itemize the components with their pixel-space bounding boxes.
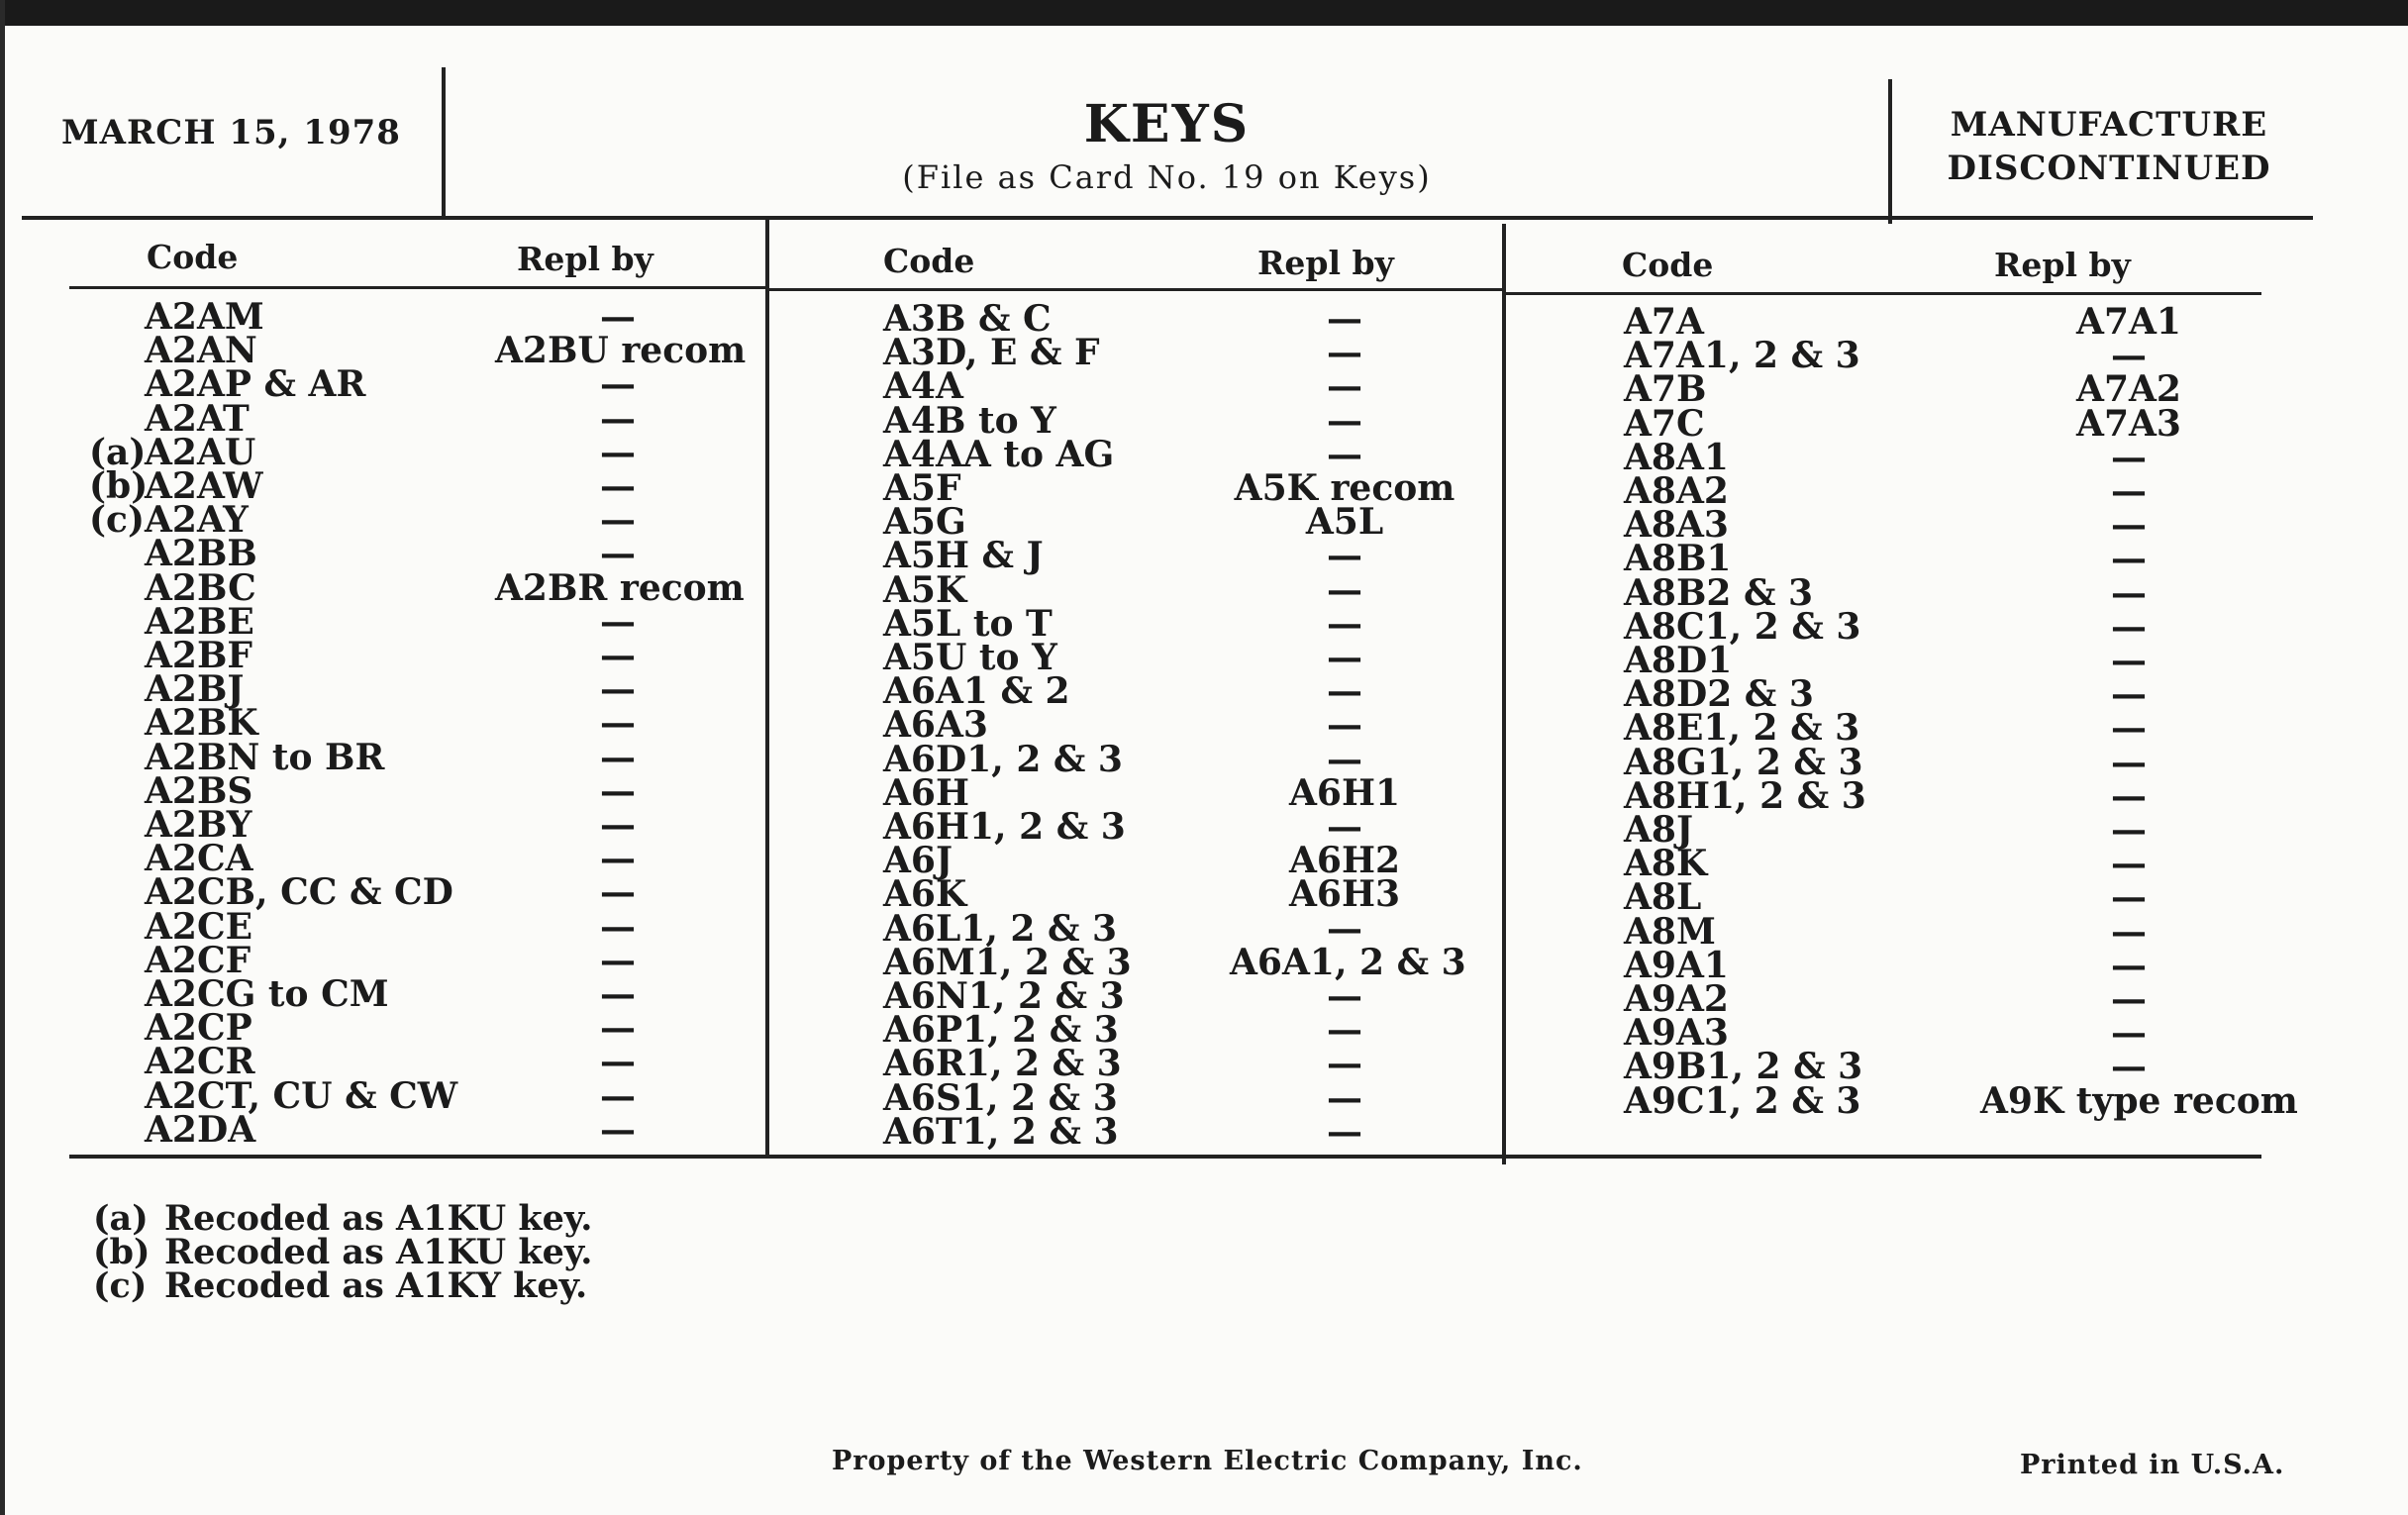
replacement-cell: — — [1327, 806, 1362, 849]
code-text: A8C1, 2 & 3 — [1624, 605, 1861, 648]
replacement-cell: A6H2 — [1288, 840, 1401, 882]
replacement-cell: — — [2111, 910, 2147, 953]
replacement-cell: A7A2 — [2076, 368, 2181, 411]
code-text: A8D1 — [1624, 640, 1733, 682]
col1-repl-header: Repl by — [517, 240, 653, 278]
code-cell — [89, 499, 457, 542]
replacement-cell: — — [1327, 907, 1362, 950]
code-cell — [1624, 402, 1866, 445]
code-text: A9A1 — [1624, 944, 1729, 986]
replacement-cell: — — [1327, 1110, 1362, 1153]
code-text: A8H1, 2 & 3 — [1624, 774, 1866, 817]
col3-repl-list — [1980, 301, 2298, 1122]
code-text: A2AY — [145, 499, 249, 542]
code-text: A8B1 — [1624, 538, 1732, 580]
code-text: A9B1, 2 & 3 — [1624, 1046, 1863, 1088]
replacement-cell: — — [1327, 637, 1362, 679]
footnote-list — [93, 1198, 593, 1306]
code-cell — [89, 431, 457, 473]
code-text: A2AN — [145, 330, 257, 372]
code-cell — [145, 973, 457, 1016]
code-text: A8B2 & 3 — [1624, 571, 1814, 614]
replacement-cell: — — [2111, 876, 2147, 919]
code-text: A5L to T — [883, 602, 1053, 645]
code-text: A8M — [1624, 910, 1716, 953]
code-cell — [883, 873, 1132, 916]
code-cell — [883, 1110, 1132, 1153]
footnote-mark: (c) — [93, 1265, 148, 1306]
code-cell — [145, 1041, 457, 1083]
col2-header-rule — [769, 288, 1502, 291]
replacement-cell: A7A3 — [2076, 402, 2181, 445]
code-cell — [883, 1076, 1132, 1119]
replacement-cell: — — [600, 702, 636, 745]
code-text: A8D2 & 3 — [1624, 673, 1814, 716]
code-cell — [1624, 809, 1866, 852]
replacement-cell: — — [600, 973, 636, 1016]
replacement-cell: — — [1327, 1009, 1362, 1052]
code-text: A8A3 — [1624, 504, 1729, 547]
code-cell — [883, 771, 1132, 814]
code-text: A6D1, 2 & 3 — [883, 738, 1123, 780]
code-cell — [1624, 571, 1866, 614]
code-cell — [1624, 741, 1866, 783]
code-text: A2BS — [145, 769, 253, 812]
replacement-cell: — — [600, 600, 636, 643]
code-cell — [145, 736, 457, 778]
code-cell — [145, 1007, 457, 1050]
code-cell — [145, 635, 457, 677]
replacement-cell: — — [2111, 538, 2147, 580]
replacement-cell: — — [600, 533, 636, 575]
code-cell — [883, 975, 1132, 1018]
code-cell — [883, 738, 1132, 780]
code-text: A2AW — [145, 465, 263, 508]
col2-repl-header: Repl by — [1257, 244, 1394, 282]
code-text: A2BF — [145, 635, 252, 677]
replacement-cell: — — [600, 939, 636, 981]
code-text: A8E1, 2 & 3 — [1624, 707, 1860, 750]
replacement-cell: — — [1327, 298, 1362, 340]
code-text: A6L1, 2 & 3 — [883, 907, 1118, 950]
code-text: A8J — [1624, 809, 1694, 852]
code-text: A2CF — [145, 939, 251, 981]
code-text: A6S1, 2 & 3 — [883, 1076, 1118, 1119]
replacement-cell: — — [2111, 707, 2147, 750]
header-divider-right — [1888, 79, 1892, 224]
code-text: A6H — [883, 771, 969, 814]
code-text: A6A3 — [883, 704, 988, 747]
code-cell — [145, 1108, 457, 1151]
replacement-cell: — — [2111, 809, 2147, 852]
scan-border-top — [0, 0, 2408, 26]
property-notice: Property of the Western Electric Company, Inc. — [832, 1446, 1583, 1476]
code-cell — [145, 939, 457, 981]
column-divider-2 — [1502, 224, 1506, 1164]
code-text: A2AP & AR — [145, 363, 366, 406]
replacement-cell: — — [600, 668, 636, 711]
code-text: A2BC — [145, 566, 256, 609]
code-cell — [883, 806, 1132, 849]
code-cell — [1624, 1079, 1866, 1122]
replacement-cell: A5L — [1305, 501, 1384, 544]
col1-header-rule — [69, 286, 765, 289]
replacement-cell: — — [600, 769, 636, 812]
code-cell — [89, 465, 457, 508]
replacement-cell: A7A1 — [2076, 301, 2181, 343]
footnote — [93, 1198, 593, 1239]
replacement-cell: — — [1327, 670, 1362, 713]
code-cell — [1624, 368, 1866, 411]
replacement-cell: A6H1 — [1288, 771, 1401, 814]
code-cell — [1624, 436, 1866, 478]
code-cell — [883, 501, 1132, 544]
code-cell — [883, 433, 1132, 475]
replacement-cell: — — [1327, 704, 1362, 747]
replacement-cell: — — [600, 431, 636, 473]
replacement-cell: A6H3 — [1288, 873, 1401, 916]
code-cell — [1624, 1012, 1866, 1055]
footnote-marker: (a) — [89, 431, 147, 473]
col3-code-list — [1624, 301, 1866, 1122]
code-text: A2CG to CM — [145, 973, 389, 1016]
printed-notice: Printed in U.S.A. — [2020, 1450, 2285, 1480]
replacement-cell: — — [1327, 1076, 1362, 1119]
code-text: A2BE — [145, 600, 254, 643]
replacement-cell: — — [600, 1074, 636, 1117]
code-cell — [145, 668, 457, 711]
footnote — [93, 1232, 593, 1272]
code-cell — [145, 804, 457, 847]
code-cell — [1624, 774, 1866, 817]
code-cell — [145, 566, 457, 609]
code-text: A6R1, 2 & 3 — [883, 1043, 1122, 1085]
replacement-cell: — — [2111, 843, 2147, 885]
code-text: A6H1, 2 & 3 — [883, 806, 1126, 849]
code-cell — [1624, 538, 1866, 580]
replacement-cell: — — [1327, 433, 1362, 475]
col3-header-rule — [1506, 292, 2261, 295]
replacement-cell: — — [2111, 335, 2147, 377]
replacement-cell: — — [600, 499, 636, 542]
replacement-cell: — — [600, 465, 636, 508]
col1-code-list — [89, 296, 458, 1151]
code-cell — [883, 568, 1132, 611]
code-text: A2CR — [145, 1041, 255, 1083]
code-text: A6P1, 2 & 3 — [883, 1009, 1119, 1052]
code-cell — [1624, 640, 1866, 682]
code-cell — [1624, 944, 1866, 986]
code-text: A7B — [1624, 368, 1707, 411]
code-cell — [145, 600, 457, 643]
replacement-cell: — — [1327, 602, 1362, 645]
code-text: A3D, E & F — [883, 332, 1100, 374]
replacement-cell: A2BR recom — [495, 566, 745, 609]
code-text: A6M1, 2 & 3 — [883, 941, 1132, 983]
code-cell — [1624, 605, 1866, 648]
footnote-marker: (c) — [89, 499, 145, 542]
replacement-cell: — — [600, 1007, 636, 1050]
code-cell — [1624, 978, 1866, 1021]
code-text: A2CA — [145, 838, 253, 880]
code-text: A2BN to BR — [145, 736, 385, 778]
card-title: KEYS — [1083, 94, 1251, 154]
code-text: A6A1 & 2 — [883, 670, 1070, 713]
replacement-cell: — — [600, 905, 636, 948]
code-text: A9A2 — [1624, 978, 1729, 1021]
code-text: A4B to Y — [883, 399, 1056, 442]
replacement-cell: — — [2111, 774, 2147, 817]
code-cell — [145, 871, 457, 914]
code-text: A2BK — [145, 702, 258, 745]
col2-code-header: Code — [883, 242, 975, 280]
code-text: A8K — [1624, 843, 1708, 885]
replacement-cell: — — [2111, 741, 2147, 783]
footnote-text: Recoded as A1KY key. — [164, 1265, 588, 1306]
code-text: A4AA to AG — [883, 433, 1115, 475]
code-cell — [1624, 470, 1866, 513]
code-text: A8L — [1624, 876, 1702, 919]
code-cell — [145, 330, 457, 372]
code-cell — [883, 535, 1132, 577]
code-text: A2BY — [145, 804, 252, 847]
column-divider-1 — [765, 220, 769, 1159]
code-text: A9A3 — [1624, 1012, 1729, 1055]
col2-repl-list — [1230, 298, 1466, 1153]
replacement-cell: A2BU recom — [495, 330, 747, 372]
code-cell — [883, 467, 1132, 510]
scan-border-left — [0, 0, 5, 1515]
code-cell — [145, 702, 457, 745]
table-bottom-rule — [69, 1155, 2261, 1159]
code-text: A2AU — [145, 431, 256, 473]
code-cell — [1624, 504, 1866, 547]
code-cell — [1624, 335, 1866, 377]
code-cell — [145, 769, 457, 812]
replacement-cell: — — [600, 397, 636, 440]
code-cell — [145, 533, 457, 575]
replacement-cell: — — [600, 635, 636, 677]
replacement-cell: — — [2111, 944, 2147, 986]
code-text: A3B & C — [883, 298, 1052, 340]
replacement-cell: — — [1327, 975, 1362, 1018]
replacement-cell: — — [600, 871, 636, 914]
replacement-cell: — — [2111, 504, 2147, 547]
footnote — [93, 1265, 592, 1306]
code-cell — [1624, 843, 1866, 885]
code-cell — [1624, 673, 1866, 716]
replacement-cell: — — [600, 838, 636, 880]
code-cell — [883, 840, 1132, 882]
replacement-cell: — — [1327, 535, 1362, 577]
code-cell — [883, 365, 1132, 408]
code-cell — [145, 905, 457, 948]
code-cell — [1624, 707, 1866, 750]
replacement-cell: — — [600, 1108, 636, 1151]
replacement-cell: — — [2111, 640, 2147, 682]
col3-code-header: Code — [1622, 246, 1714, 284]
replacement-cell: — — [600, 363, 636, 406]
code-text: A2AT — [145, 397, 250, 440]
code-cell — [1624, 301, 1866, 343]
code-text: A4A — [883, 365, 963, 408]
replacement-cell: A5K recom — [1234, 467, 1455, 510]
code-text: A8A2 — [1624, 470, 1729, 513]
footnote-text: Recoded as A1KU key. — [164, 1198, 593, 1239]
code-cell — [145, 296, 457, 338]
code-text: A8A1 — [1624, 436, 1729, 478]
card-date: MARCH 15, 1978 — [61, 113, 401, 152]
replacement-cell: — — [600, 804, 636, 847]
replacement-cell: — — [600, 296, 636, 338]
code-cell — [883, 298, 1132, 340]
code-cell — [145, 1074, 458, 1117]
code-text: A5G — [883, 501, 966, 544]
card-subtitle: (File as Card No. 19 on Keys) — [902, 158, 1432, 196]
code-text: A5U to Y — [883, 637, 1057, 679]
code-text: A6N1, 2 & 3 — [883, 975, 1125, 1018]
col1-code-header: Code — [147, 238, 239, 276]
replacement-cell: — — [1327, 399, 1362, 442]
replacement-cell: — — [2111, 1046, 2147, 1088]
code-cell — [1624, 1046, 1866, 1088]
replacement-cell: — — [1327, 365, 1362, 408]
replacement-cell: — — [2111, 978, 2147, 1021]
code-cell — [883, 332, 1132, 374]
code-text: A2BB — [145, 533, 257, 575]
replacement-cell: — — [600, 736, 636, 778]
code-text: A6J — [883, 840, 953, 882]
status-line-1: MANUFACTURE — [1950, 105, 2268, 145]
code-text: A8G1, 2 & 3 — [1624, 741, 1863, 783]
replacement-cell: — — [2111, 605, 2147, 648]
replacement-cell: A6A1, 2 & 3 — [1230, 941, 1466, 983]
replacement-cell: — — [2111, 470, 2147, 513]
code-cell — [883, 1009, 1132, 1052]
code-cell — [883, 399, 1132, 442]
code-cell — [883, 670, 1132, 713]
status-line-2: DISCONTINUED — [1947, 149, 2271, 188]
footnote-mark: (a) — [93, 1198, 149, 1239]
replacement-cell: — — [1327, 738, 1362, 780]
code-text: A5K — [883, 568, 967, 611]
code-text: A6T1, 2 & 3 — [883, 1110, 1119, 1153]
code-text: A2CB, CC & CD — [145, 871, 453, 914]
code-cell — [1624, 876, 1866, 919]
replacement-cell: — — [2111, 436, 2147, 478]
code-text: A2CP — [145, 1007, 252, 1050]
col3-repl-header: Repl by — [1994, 246, 2131, 284]
code-text: A2BJ — [145, 668, 245, 711]
code-text: A7C — [1624, 402, 1705, 445]
replacement-cell: — — [2111, 571, 2147, 614]
code-text: A5F — [883, 467, 961, 510]
code-cell — [1624, 910, 1866, 953]
col1-repl-list — [495, 296, 747, 1151]
footnote-mark: (b) — [93, 1232, 150, 1272]
code-cell — [883, 637, 1132, 679]
col2-code-list — [883, 298, 1132, 1153]
code-text: A7A — [1624, 301, 1704, 343]
header-rule — [22, 216, 2313, 220]
code-text: A7A1, 2 & 3 — [1624, 335, 1860, 377]
code-cell — [145, 397, 457, 440]
footnote-text: Recoded as A1KU key. — [164, 1232, 593, 1272]
code-text: A2CE — [145, 905, 253, 948]
code-text: A6K — [883, 873, 967, 916]
replacement-cell: — — [1327, 332, 1362, 374]
code-text: A9C1, 2 & 3 — [1624, 1079, 1861, 1122]
replacement-cell: — — [600, 1041, 636, 1083]
replacement-cell: — — [2111, 673, 2147, 716]
code-text: A2DA — [145, 1108, 256, 1151]
code-text: A5H & J — [883, 535, 1044, 577]
code-cell — [145, 838, 457, 880]
code-cell — [145, 363, 457, 406]
status-label — [1941, 103, 2277, 190]
code-cell — [883, 602, 1132, 645]
footnote-marker: (b) — [89, 465, 149, 508]
replacement-cell: — — [1327, 1043, 1362, 1085]
replacement-cell: — — [2111, 1012, 2147, 1055]
replacement-cell: A9K type recom — [1980, 1079, 2298, 1122]
replacement-cell: — — [1327, 568, 1362, 611]
code-text: A2AM — [145, 296, 264, 338]
code-cell — [883, 704, 1132, 747]
code-cell — [883, 1043, 1132, 1085]
code-text: A2CT, CU & CW — [145, 1074, 458, 1117]
code-cell — [883, 907, 1132, 950]
code-cell — [883, 941, 1132, 983]
